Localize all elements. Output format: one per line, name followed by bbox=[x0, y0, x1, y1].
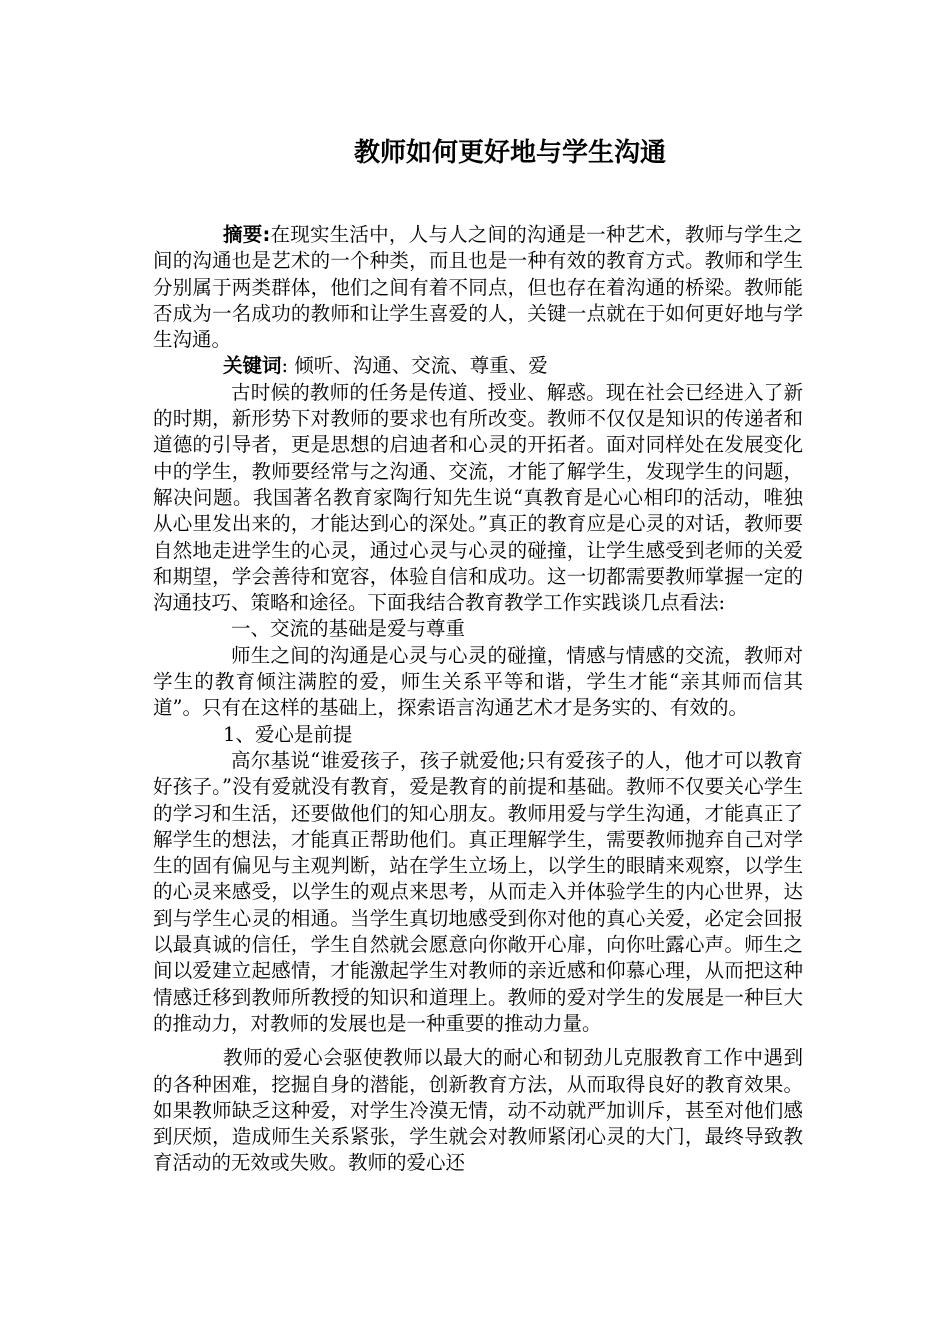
subsection-1-paragraph: 高尔基说“谁爱孩子，孩子就爱他;只有爱孩子的人，他才可以教育好孩子。”没有爱就没有教育，爱是教育的前提和基础。教师不仅要关心学生的学习和生活，还要做他们的知心朋友。教师用爱与学生沟通，才能真正了解学生的想法，才能真正帮助他们。真正理解学生，需要教师抛弃自己对学生的固有偏见与主观判断，站在学生立场上，以学生的眼睛来观察，以学生的心灵来感受，以学生的观点来思考，从而走入并体验学生的内心世界，达到与学生心灵的相通。当学生真切地感受到你对他的真心关爱，必定会回报以最真诚的信任，学生自然就会愿意向你敞开心扉，向你吐露心声。师生之间以爱建立起感情，才能激起学生对教师的亲近感和仰慕心理，从而把这种情感迁移到教师所教授的知识和道理上。教师的爱对学生的发展是一种巨大的推动力，对教师的发展也是一种重要的推动力量。 bbox=[153, 748, 803, 1035]
keywords-text: 倾听、沟通、交流、尊重、爱 bbox=[288, 354, 548, 378]
document-title: 教师如何更好地与学生沟通 bbox=[353, 138, 666, 168]
subsection-1-paragraph-2: 教师的爱心会驱使教师以最大的耐心和韧劲儿克服教育工作中遇到的各种困难，挖掘自身的潜能，创新教育方法，从而取得良好的教育效果。如果教师缺乏这种爱，对学生冷漠无情，动不动就严加训斥，甚至对他们感到厌烦，造成师生关系紧张，学生就会对教师紧闭心灵的大门，最终导致教育活动的无效或失败。教师的爱心还 bbox=[153, 1046, 803, 1175]
keywords-paragraph bbox=[153, 353, 803, 379]
section-1-paragraph: 师生之间的沟通是心灵与心灵的碰撞，情感与情感的交流，教师对学生的教育倾注满腔的爱，师生关系平等和谐，学生才能“亲其师而信其道”。只有在这样的基础上，探索语言沟通艺术才是务实的、有效的。 bbox=[153, 643, 803, 720]
intro-paragraph: 古时候的教师的任务是传道、授业、解惑。现在社会已经进入了新的时期，新形势下对教师的要求也有所改变。教师不仅仅是知识的传递者和道德的引导者，更是思想的启迪者和心灵的开拓者。面对同样处在发展变化中的学生，教师要经常与之沟通、交流，才能了解学生，发现学生的问题，解决问题。我国著名教育家陶行知先生说“真教育是心心相印的活动，唯独从心里发出来的，才能达到心的深处。”真正的教育应是心灵的对话，教师要自然地走进学生的心灵，通过心灵与心灵的碰撞，让学生感受到老师的关爱和期望，学会善待和宽容，体验自信和成功。这一切都需要教师掌握一定的沟通技巧、策略和途径。下面我结合教育教学工作实践谈几点看法: bbox=[153, 380, 803, 615]
section-heading-1: 一、交流的基础是爱与尊重 bbox=[231, 617, 466, 641]
subsection-heading-1: 1、爱心是前提 bbox=[223, 722, 353, 746]
abstract-separator: : bbox=[262, 223, 271, 246]
abstract-text: 在现实生活中，人与人之间的沟通是一种艺术，教师与学生之间的沟通也是艺术的一个种类，而且也是一种有效的教育方式。教师和学生分别属于两类群体，他们之间有着不同点，但也存在着沟通的桥梁。教师能否成为一名成功的教师和让学生喜爱的人，关键一点就在于如何更好地与学生沟通。 bbox=[153, 223, 803, 352]
keywords-separator: : bbox=[281, 354, 289, 378]
abstract-label: 摘要 bbox=[223, 223, 263, 246]
keywords-label: 关键词 bbox=[223, 354, 282, 378]
abstract-paragraph bbox=[153, 222, 803, 353]
document-body bbox=[153, 222, 803, 1177]
